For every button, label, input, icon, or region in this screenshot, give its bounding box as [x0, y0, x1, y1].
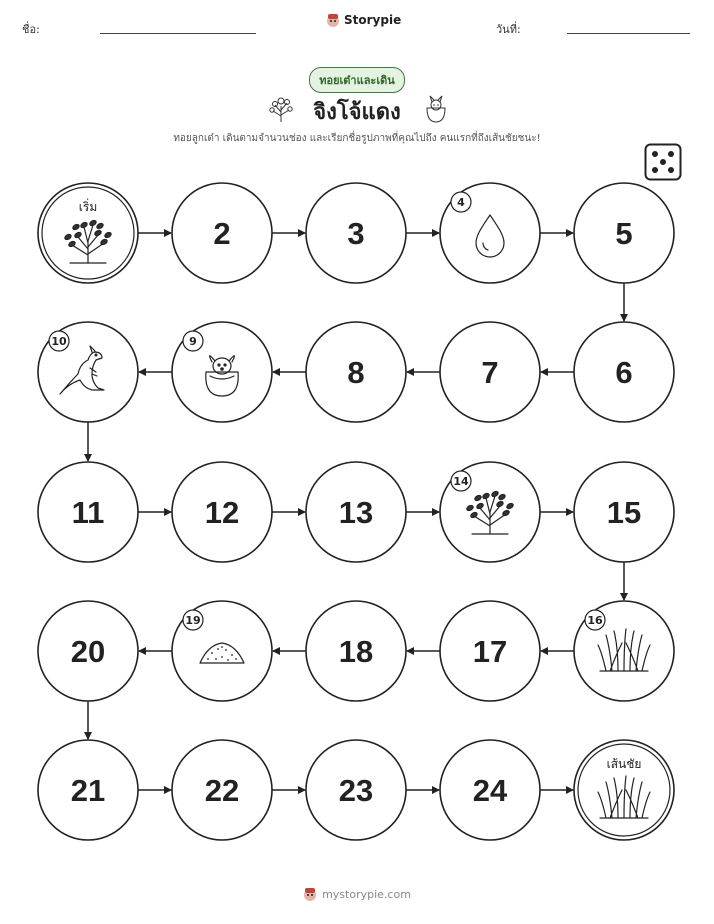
- square-circle: [38, 183, 138, 283]
- square-number: 4: [457, 196, 465, 209]
- board-square: [38, 740, 138, 840]
- board-square: [172, 322, 272, 422]
- storypie-logo-icon: [303, 886, 317, 902]
- board-square: [440, 740, 540, 840]
- start-label: เริ่ม: [78, 200, 98, 214]
- square-number: 20: [70, 634, 106, 669]
- board-square: [306, 322, 406, 422]
- board-square: [172, 740, 272, 840]
- name-label: ชื่อ:: [22, 23, 40, 36]
- square-circle: [574, 740, 674, 840]
- board-square: [306, 740, 406, 840]
- board-square: [306, 462, 406, 562]
- board-square: [574, 462, 674, 562]
- brand-name: Storypie: [344, 13, 402, 27]
- date-label: วันที่:: [496, 23, 521, 36]
- page-title: จิงโจ้แดง: [313, 100, 401, 125]
- square-number: 19: [185, 614, 201, 627]
- board-square: [440, 322, 540, 422]
- square-number: 22: [204, 773, 240, 808]
- board-square: [172, 601, 272, 701]
- square-number: 23: [338, 773, 374, 808]
- square-number: 6: [615, 355, 633, 390]
- board-square: [574, 601, 674, 701]
- square-number: 16: [587, 614, 603, 627]
- square-number: 11: [71, 495, 105, 530]
- game-type-badge: ทอยเต๋าและเดิน: [309, 67, 405, 93]
- square-number: 12: [204, 495, 240, 530]
- square-number: 7: [481, 355, 499, 390]
- board-square: [574, 183, 674, 283]
- start-square: [38, 183, 138, 283]
- square-number: 14: [453, 475, 469, 488]
- square-number: 9: [189, 335, 197, 348]
- board-square: [306, 601, 406, 701]
- square-number: 21: [70, 773, 106, 808]
- board-square: [440, 601, 540, 701]
- board-square: [574, 322, 674, 422]
- footer-url: mystorypie.com: [322, 887, 411, 901]
- square-number: 2: [213, 216, 231, 251]
- board-square: [172, 462, 272, 562]
- square-number: 10: [51, 335, 67, 348]
- square-number: 8: [347, 355, 365, 390]
- square-number: 18: [338, 634, 374, 669]
- board-square: [38, 322, 138, 422]
- board-square: [440, 183, 540, 283]
- board-square: [38, 601, 138, 701]
- board-square: [440, 462, 540, 562]
- square-number: 17: [472, 634, 508, 669]
- finish-label: เส้นชัย: [606, 757, 642, 771]
- footer: [0, 886, 714, 902]
- board-square: [172, 183, 272, 283]
- square-number: 3: [347, 216, 365, 251]
- instructions: ทอยลูกเต๋า เดินตามจำนวนช่อง และเรียกชื่อรูปภาพที่คุณไปถึง คนแรกที่ถึงเส้นชัยชนะ!: [173, 133, 541, 144]
- square-number: 15: [606, 495, 642, 530]
- square-number: 24: [472, 773, 508, 808]
- square-number: 13: [338, 495, 374, 530]
- finish-square: [574, 740, 674, 840]
- board-square: [306, 183, 406, 283]
- square-number: 5: [615, 216, 633, 251]
- board-square: [38, 462, 138, 562]
